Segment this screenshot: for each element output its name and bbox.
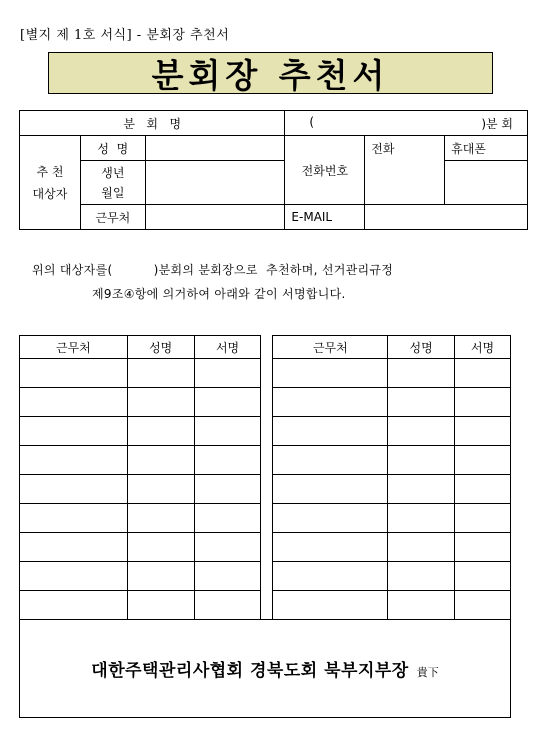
workplace-cell[interactable] bbox=[20, 475, 128, 504]
signature-cell[interactable] bbox=[455, 504, 511, 533]
workplace-cell[interactable] bbox=[20, 417, 128, 446]
name-cell[interactable] bbox=[127, 359, 194, 388]
workplace-cell[interactable] bbox=[273, 388, 388, 417]
addressee-suffix: 貴下 bbox=[416, 666, 439, 679]
workplace-cell[interactable] bbox=[20, 359, 128, 388]
name-cell[interactable] bbox=[127, 504, 194, 533]
recommend-target-label: 추 천 대상자 bbox=[20, 136, 81, 230]
name-cell[interactable] bbox=[388, 475, 455, 504]
signature-cell[interactable] bbox=[194, 562, 261, 591]
recommendation-statement-line2: 제9조④항에 의거하여 아래와 같이 서명합니다. bbox=[92, 287, 346, 301]
document-title: 분회장 추천서 bbox=[151, 55, 390, 95]
workplace-cell[interactable] bbox=[273, 591, 388, 620]
branch-open-paren: ( bbox=[309, 114, 315, 129]
form-number-note: [별지 제 1호 서식] - 분회장 추천서 bbox=[20, 28, 230, 43]
header-signature-right: 서명 bbox=[455, 336, 511, 359]
workplace-cell[interactable] bbox=[273, 417, 388, 446]
column-gap bbox=[261, 359, 273, 388]
workplace-cell[interactable] bbox=[20, 446, 128, 475]
birthdate-field[interactable] bbox=[145, 161, 285, 205]
signature-row bbox=[20, 359, 511, 388]
signature-cell[interactable] bbox=[455, 446, 511, 475]
workplace-cell[interactable] bbox=[273, 475, 388, 504]
signature-cell[interactable] bbox=[194, 359, 261, 388]
header-signature-left: 서명 bbox=[194, 336, 261, 359]
signature-cell[interactable] bbox=[455, 359, 511, 388]
workplace-cell[interactable] bbox=[273, 504, 388, 533]
email-label: E-MAIL bbox=[285, 205, 365, 230]
landline-label: 전화 bbox=[365, 136, 445, 161]
signature-cell[interactable] bbox=[194, 475, 261, 504]
column-gap bbox=[261, 388, 273, 417]
workplace-cell[interactable] bbox=[20, 504, 128, 533]
signature-cell[interactable] bbox=[455, 388, 511, 417]
signature-row bbox=[20, 475, 511, 504]
signature-row bbox=[20, 417, 511, 446]
name-cell[interactable] bbox=[127, 417, 194, 446]
name-cell[interactable] bbox=[388, 562, 455, 591]
workplace-cell[interactable] bbox=[20, 591, 128, 620]
name-cell[interactable] bbox=[388, 417, 455, 446]
branch-name-label: 분 회 명 bbox=[20, 111, 285, 136]
mobile-field[interactable] bbox=[445, 161, 528, 205]
workplace-cell[interactable] bbox=[20, 533, 128, 562]
workplace-cell[interactable] bbox=[273, 359, 388, 388]
name-cell[interactable] bbox=[388, 446, 455, 475]
document-title-box bbox=[48, 52, 493, 94]
branch-name-field[interactable] bbox=[285, 111, 528, 136]
name-cell[interactable] bbox=[388, 591, 455, 620]
landline-field[interactable] bbox=[365, 161, 445, 205]
header-workplace-right: 근무처 bbox=[273, 336, 388, 359]
column-gap bbox=[261, 475, 273, 504]
name-cell[interactable] bbox=[127, 475, 194, 504]
email-field[interactable] bbox=[365, 205, 528, 230]
recommendation-info-table bbox=[19, 110, 528, 230]
phone-number-label: 전화번호 bbox=[285, 136, 365, 205]
column-gap bbox=[261, 562, 273, 591]
workplace-cell[interactable] bbox=[273, 533, 388, 562]
column-gap bbox=[261, 417, 273, 446]
header-name-left: 성명 bbox=[127, 336, 194, 359]
name-field[interactable] bbox=[145, 136, 285, 161]
column-gap bbox=[261, 336, 273, 359]
branch-suffix: )분 회 bbox=[481, 116, 513, 131]
name-cell[interactable] bbox=[127, 591, 194, 620]
signature-row bbox=[20, 533, 511, 562]
name-cell[interactable] bbox=[388, 388, 455, 417]
name-cell[interactable] bbox=[127, 446, 194, 475]
signature-table bbox=[19, 335, 511, 718]
signature-cell[interactable] bbox=[194, 446, 261, 475]
addressee-cell bbox=[20, 620, 511, 718]
workplace-label: 근무처 bbox=[80, 205, 145, 230]
name-label: 성 명 bbox=[80, 136, 145, 161]
workplace-field[interactable] bbox=[145, 205, 285, 230]
signature-row bbox=[20, 388, 511, 417]
name-cell[interactable] bbox=[388, 359, 455, 388]
signature-cell[interactable] bbox=[194, 591, 261, 620]
signature-row bbox=[20, 591, 511, 620]
name-cell[interactable] bbox=[127, 388, 194, 417]
mobile-label: 휴대폰 bbox=[445, 136, 528, 161]
signature-cell[interactable] bbox=[455, 533, 511, 562]
recommendation-statement-line1: 위의 대상자를( )분회의 분회장으로 추천하며, 선거관리규정 bbox=[32, 263, 394, 277]
column-gap bbox=[261, 533, 273, 562]
birthdate-label: 생년 월일 bbox=[80, 161, 145, 205]
name-cell[interactable] bbox=[388, 533, 455, 562]
signature-cell[interactable] bbox=[194, 504, 261, 533]
signature-cell[interactable] bbox=[194, 533, 261, 562]
name-cell[interactable] bbox=[388, 504, 455, 533]
column-gap bbox=[261, 591, 273, 620]
signature-cell[interactable] bbox=[194, 417, 261, 446]
header-name-right: 성명 bbox=[388, 336, 455, 359]
column-gap bbox=[261, 504, 273, 533]
addressee-org: 대한주택관리사협회 경북도회 북부지부장 bbox=[91, 661, 409, 681]
workplace-cell[interactable] bbox=[20, 562, 128, 591]
signature-row bbox=[20, 446, 511, 475]
column-gap bbox=[261, 446, 273, 475]
name-cell[interactable] bbox=[127, 533, 194, 562]
workplace-cell[interactable] bbox=[273, 562, 388, 591]
signature-cell[interactable] bbox=[455, 475, 511, 504]
signature-cell[interactable] bbox=[455, 417, 511, 446]
signature-row bbox=[20, 504, 511, 533]
workplace-cell[interactable] bbox=[273, 446, 388, 475]
signature-cell[interactable] bbox=[455, 591, 511, 620]
header-workplace-left: 근무처 bbox=[20, 336, 128, 359]
signature-row bbox=[20, 562, 511, 591]
workplace-cell[interactable] bbox=[20, 388, 128, 417]
signature-cell[interactable] bbox=[455, 562, 511, 591]
signature-cell[interactable] bbox=[194, 388, 261, 417]
name-cell[interactable] bbox=[127, 562, 194, 591]
